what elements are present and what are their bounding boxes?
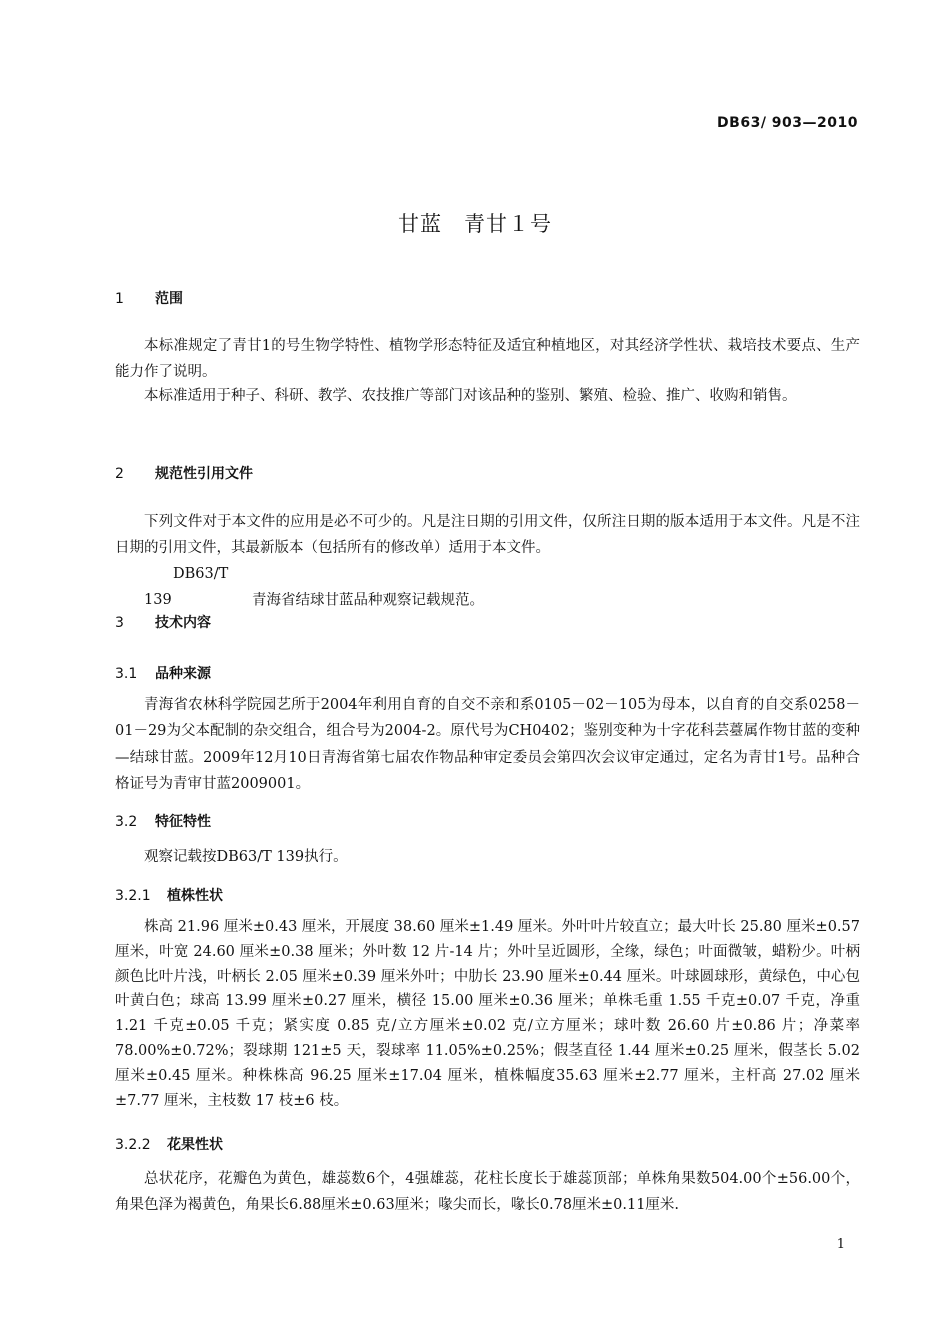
scope-paragraph-2: 本标准适用于种子、科研、教学、农技推广等部门对该品种的鉴别、繁殖、检验、推广、收购和销售。 xyxy=(144,388,797,404)
section-title: 范围 xyxy=(155,291,183,307)
document-title: 甘蓝 青甘１号 xyxy=(398,212,552,236)
section-3-heading xyxy=(115,612,211,632)
section-title: 品种来源 xyxy=(155,666,211,682)
flower-fruit-paragraph: 总状花序，花瓣色为黄色，雄蕊数6个，4强雄蕊，花柱长度长于雄蕊顶部；单株角果数504.00个±56.00个，角果色泽为褐黄色，角果长6.88厘米±0.63厘米；喙尖而长，喙长0.78厘米±0.11厘米. xyxy=(115,1171,860,1214)
section-number: 1 xyxy=(115,291,124,307)
section-number: 2 xyxy=(115,466,124,482)
section-title: 特征特性 xyxy=(155,814,211,830)
section-2-heading xyxy=(115,463,253,483)
reference-code: DB63/T 139 xyxy=(144,566,229,609)
reference-title: 青海省结球甘蓝品种观察记载规范。 xyxy=(252,592,484,609)
section-number: 3.2.1 xyxy=(115,888,151,904)
section-3-2-1-heading xyxy=(115,885,223,905)
section-3-1-heading xyxy=(115,663,211,683)
reference-entry xyxy=(115,561,860,614)
section-title: 技术内容 xyxy=(155,615,211,631)
plant-traits-paragraph: 株高 21.96 厘米±0.43 厘米，开展度 38.60 厘米±1.49 厘米。外叶叶片较直立；最大叶长 25.80 厘米±0.57 厘米，叶宽 24.60 厘米±0.38 厘米；外叶数 12 片-14 片；外叶呈近圆形，全缘，绿色；叶面微皱，蜡粉少。叶柄颜色比叶片浅，叶柄长 2.05 厘米±0.39 厘米外叶；中肋长 23.90 厘米±0.44 厘米。叶球圆球形，黄绿色，中心包叶黄白色；球高 13.99 厘米±0.27 厘米，横径 15.00 厘米±0.36 厘米；单株毛重 1.55 千克±0.07 千克，净重 1.21 千克±0.05 千克；紧实度 0.85 克/立方厘米±0.02 克/立方厘米；球叶数 26.60 片±0.86 片；净菜率 78.00%±0.72%；裂球期 121±5 天，裂球率 11.05%±0.25%；假茎直径 1.44 厘米±0.25 厘米，假茎长 5.02 厘米±0.45 厘米。种株株高 96.25 厘米±17.04 厘米，植株幅度35.63 厘米±2.77 厘米，主杆高 27.02 厘米±7.77 厘米，主枝数 17 枝±6 枝。 xyxy=(115,919,860,1109)
section-3-2-heading xyxy=(115,811,211,831)
section-title: 植株性状 xyxy=(167,888,223,904)
standard-number: DB63/ 903—2010 xyxy=(717,115,858,131)
section-title: 花果性状 xyxy=(167,1137,223,1153)
section-number: 3.2 xyxy=(115,814,138,830)
section-title: 规范性引用文件 xyxy=(155,466,253,482)
scope-paragraph-1: 本标准规定了青甘1的号生物学特性、植物学形态特征及适宜种植地区，对其经济学性状、栽培技术要点、生产能力作了说明。 xyxy=(115,338,860,381)
section-3-2-2-heading xyxy=(115,1134,223,1154)
page-number: 1 xyxy=(836,1237,845,1252)
section-number: 3 xyxy=(115,615,124,631)
references-paragraph: 下列文件对于本文件的应用是必不可少的。凡是注日期的引用文件，仅所注日期的版本适用于本文件。凡是不注日期的引用文件，其最新版本（包括所有的修改单）适用于本文件。 xyxy=(115,514,860,557)
variety-origin-paragraph: 青海省农林科学院园艺所于2004年利用自育的自交不亲和系0105－02－105为母本，以自育的自交系0258－01－29为父本配制的杂交组合，组合号为2004-2。原代号为CH0402；鉴别变种为十字花科芸薹属作物甘蓝的变种—结球甘蓝。2009年12月10日青海省第七届农作物品种审定委员会第四次会议审定通过，定名为青甘1号。品种合格证号为青审甘蓝2009001。 xyxy=(115,697,860,793)
section-1-heading xyxy=(115,288,183,308)
characteristics-paragraph: 观察记载按DB63/T 139执行。 xyxy=(144,849,348,865)
section-number: 3.2.2 xyxy=(115,1137,151,1153)
section-number: 3.1 xyxy=(115,666,138,682)
